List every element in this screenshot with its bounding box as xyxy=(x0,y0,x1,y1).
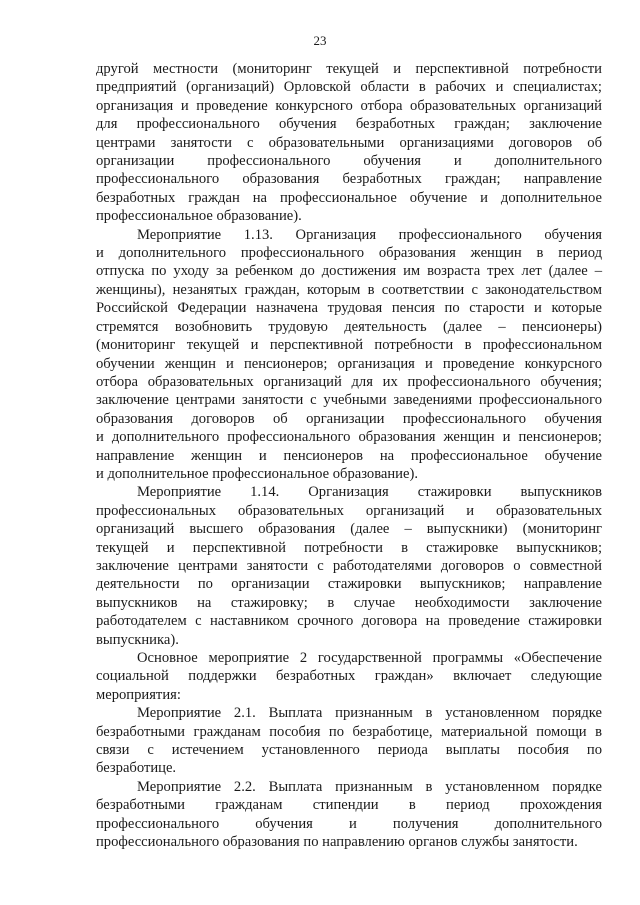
text-line: организация и проведение конкурсного отбора образовательных организаций xyxy=(96,97,602,114)
text-line: работодателем с наставником срочного договора на проведение стажировки xyxy=(96,613,602,630)
text-line: профессиональных образовательных организаций и образовательных xyxy=(96,502,602,519)
text-line: Мероприятие 1.14. Организация стажировки выпускников xyxy=(137,484,602,501)
text-line: Мероприятие 2.2. Выплата признанным в установленном порядке xyxy=(137,778,602,795)
text-line: выпускников на стажировку; в случае необходимости заключение xyxy=(96,594,602,611)
paragraph xyxy=(96,778,602,852)
text-line: заключение центрами занятости с работодателями договоров о совместной xyxy=(96,557,602,574)
text-line: Мероприятие 2.1. Выплата признанным в установленном порядке xyxy=(137,705,602,722)
text-line: и дополнительное профессиональное образование). xyxy=(96,465,418,482)
paragraph xyxy=(96,60,602,226)
text-line: обучении женщин и пенсионеров; организация и проведение конкурсного xyxy=(96,355,602,372)
text-line: социальной поддержки безработных граждан» включает следующие xyxy=(96,668,602,685)
text-line: текущей и перспективной потребности в стажировке выпускников; xyxy=(96,539,602,556)
text-line: деятельности по организации стажировки выпускников; направление xyxy=(96,576,602,593)
text-line: профессионального обучения и получения дополнительного xyxy=(96,815,602,832)
text-line: организации профессионального обучения и дополнительного xyxy=(96,153,602,170)
text-line: Мероприятие 1.13. Организация профессионального обучения xyxy=(137,226,602,243)
text-line: мероприятия: xyxy=(96,686,181,703)
text-line: образования договоров об организации профессионального обучения xyxy=(96,410,602,427)
text-line: выпускника). xyxy=(96,631,179,648)
text-line: безработных граждан на профессиональное обучение и дополнительное xyxy=(96,189,602,206)
text-line: предприятий (организаций) Орловской области в рабочих и специалистах; xyxy=(96,79,602,96)
text-line: профессионального образования по направлению органов службы занятости. xyxy=(96,834,578,851)
page-number: 23 xyxy=(313,33,327,48)
text-line: безработице. xyxy=(96,760,177,777)
text-line: Основное мероприятие 2 государственной программы «Обеспечение xyxy=(137,650,602,666)
text-line: женщины), незанятых граждан, которым в соответствии с законодательством xyxy=(96,281,602,298)
text-line: и дополнительного профессионального образования женщин в период xyxy=(96,245,602,262)
text-line: связи с истечением установленного периода выплаты пособия по xyxy=(96,742,602,759)
text-line: заключение центрами занятости с учебными заведениями профессионального xyxy=(96,392,602,409)
paragraph xyxy=(96,704,602,778)
document-body xyxy=(96,60,602,851)
text-line: направление женщин и пенсионеров на профессиональное обучение xyxy=(96,447,602,464)
paragraph xyxy=(96,226,602,484)
text-line: отбора образовательных организаций для их профессионального обучения; xyxy=(96,373,602,390)
text-line: безработными гражданам пособия по безработице, материальной помощи в xyxy=(96,723,602,740)
text-line: профессиональное образование). xyxy=(96,208,302,225)
text-line: центрами занятости с образовательными организациями договоров об xyxy=(96,134,602,151)
text-line: для профессионального обучения безработных граждан; заключение xyxy=(96,116,602,133)
text-line: безработными гражданам стипендии в период прохождения xyxy=(96,797,602,814)
paragraph xyxy=(96,483,602,649)
text-line: другой местности (мониторинг текущей и перспективной потребности xyxy=(96,61,602,77)
text-line: Российской Федерации назначена трудовая пенсия по старости и которые xyxy=(96,300,602,317)
text-line: (мониторинг текущей и перспективной потребности в профессиональном xyxy=(96,337,602,354)
text-line: профессионального образования безработных граждан; направление xyxy=(96,171,602,188)
paragraph xyxy=(96,649,602,704)
text-line: отпуска по уходу за ребенком до достижения им возраста трех лет (далее – xyxy=(96,263,602,280)
text-line: стремятся возобновить трудовую деятельность (далее – пенсионеры) xyxy=(96,318,602,335)
text-line: организаций высшего образования (далее – выпускники) (мониторинг xyxy=(96,521,602,538)
text-line: и дополнительного профессионального образования женщин и пенсионеров; xyxy=(96,429,602,446)
